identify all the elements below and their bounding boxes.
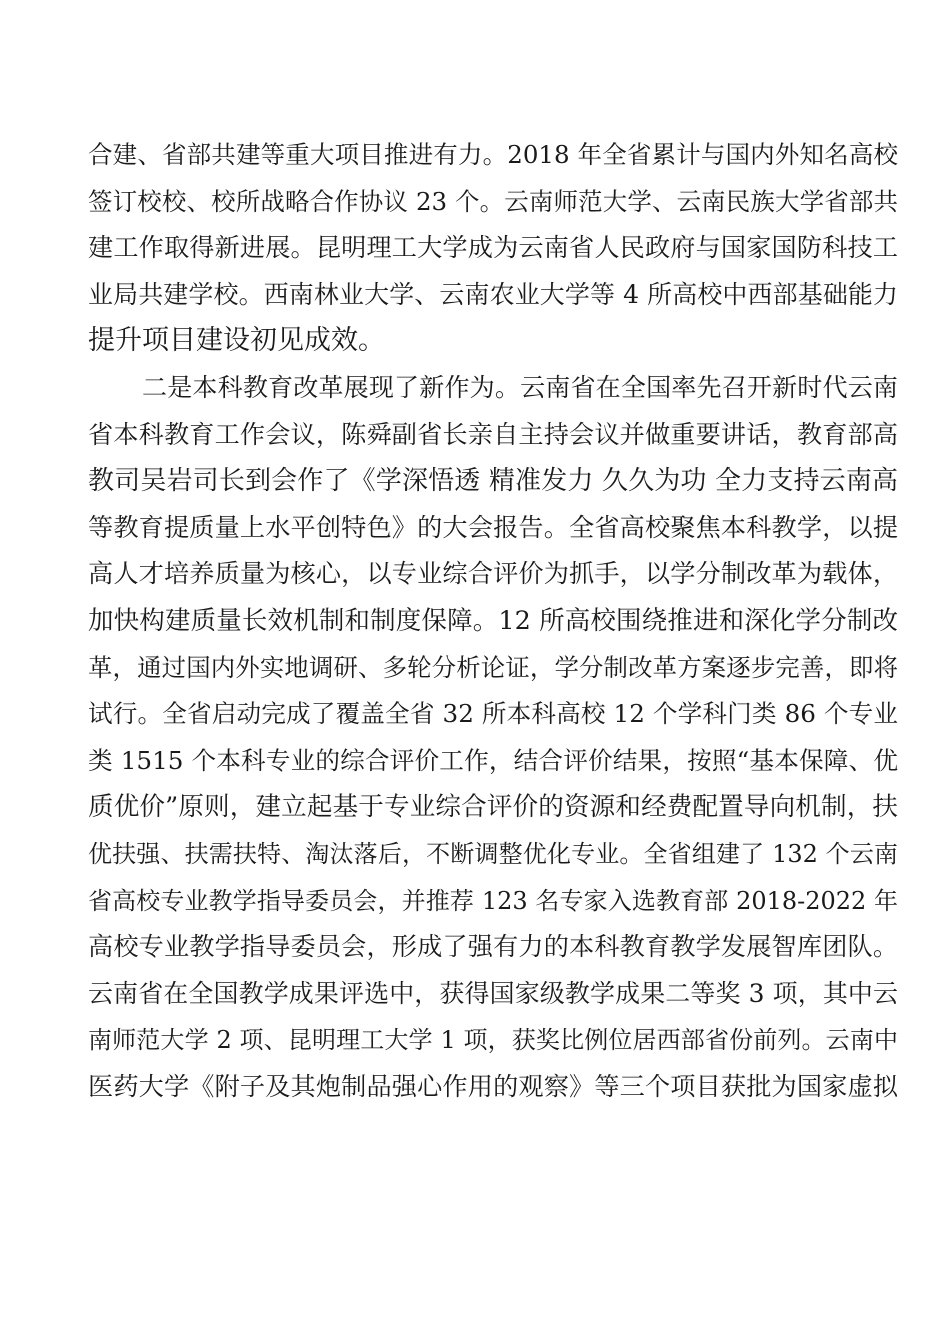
text-line: 革，通过国内外实地调研、多轮分析论证，学分制改革方案逐步完善，即将 — [88, 652, 898, 682]
text-line: 省高校专业教学指导委员会，并推荐 123 名专家入选教育部 2018-2022 年 — [88, 886, 898, 915]
text-line: 等教育提质量上水平创特色》的大会报告。全省高校聚焦本科教学，以提 — [88, 512, 898, 542]
text-line: 类 1515 个本科专业的综合评价工作，结合评价结果，按照“基本保障、优 — [88, 745, 898, 775]
text-line: 医药大学《附子及其炮制品强心作用的观察》等三个项目获批为国家虚拟 — [88, 1071, 898, 1101]
text-line: 优扶强、扶需扶特、淘汰落后，不断调整优化专业。全省组建了 132 个云南 — [88, 839, 898, 868]
text-line: 加快构建质量长效机制和制度保障。12 所高校围绕推进和深化学分制改 — [88, 605, 898, 636]
paragraph-undergraduate-reform — [88, 365, 898, 1111]
text-line: 签订校校、校所战略合作协议 23 个。云南师范大学、云南民族大学省部共 — [88, 186, 898, 216]
paragraph-continued-cooperation — [88, 132, 898, 365]
text-line: 质优价”原则，建立起基于专业综合评价的资源和经费配置导向机制，扶 — [88, 792, 898, 823]
text-line: 高人才培养质量为核心，以专业综合评价为抓手，以学分制改革为载体， — [88, 559, 898, 589]
text-line: 建工作取得新进展。昆明理工大学成为云南省人民政府与国家国防科技工 — [88, 233, 898, 263]
text-line: 二是本科教育改革展现了新作为。云南省在全国率先召开新时代云南 — [142, 373, 898, 402]
text-line: 试行。全省启动完成了覆盖全省 32 所本科高校 12 个学科门类 86 个专业 — [88, 699, 898, 729]
text-line: 合建、省部共建等重大项目推进有力。2018 年全省累计与国内外知名高校 — [88, 140, 898, 169]
text-line: 提升项目建设初见成效。 — [88, 325, 385, 357]
text-line: 云南省在全国教学成果评选中，获得国家级教学成果二等奖 3 项，其中云 — [88, 978, 898, 1008]
text-line: 业局共建学校。西南林业大学、云南农业大学等 4 所高校中西部基础能力 — [88, 279, 898, 309]
text-line: 高校专业教学指导委员会，形成了强有力的本科教育教学发展智库团队。 — [88, 932, 898, 962]
text-line: 南师范大学 2 项、昆明理工大学 1 项，获奖比例位居西部省份前列。云南中 — [88, 1026, 898, 1055]
text-line: 省本科教育工作会议，陈舜副省长亲自主持会议并做重要讲话，教育部高 — [88, 419, 898, 449]
text-line: 教司吴岩司长到会作了《学深悟透 精准发力 久久为功 全力支持云南高 — [88, 466, 898, 497]
